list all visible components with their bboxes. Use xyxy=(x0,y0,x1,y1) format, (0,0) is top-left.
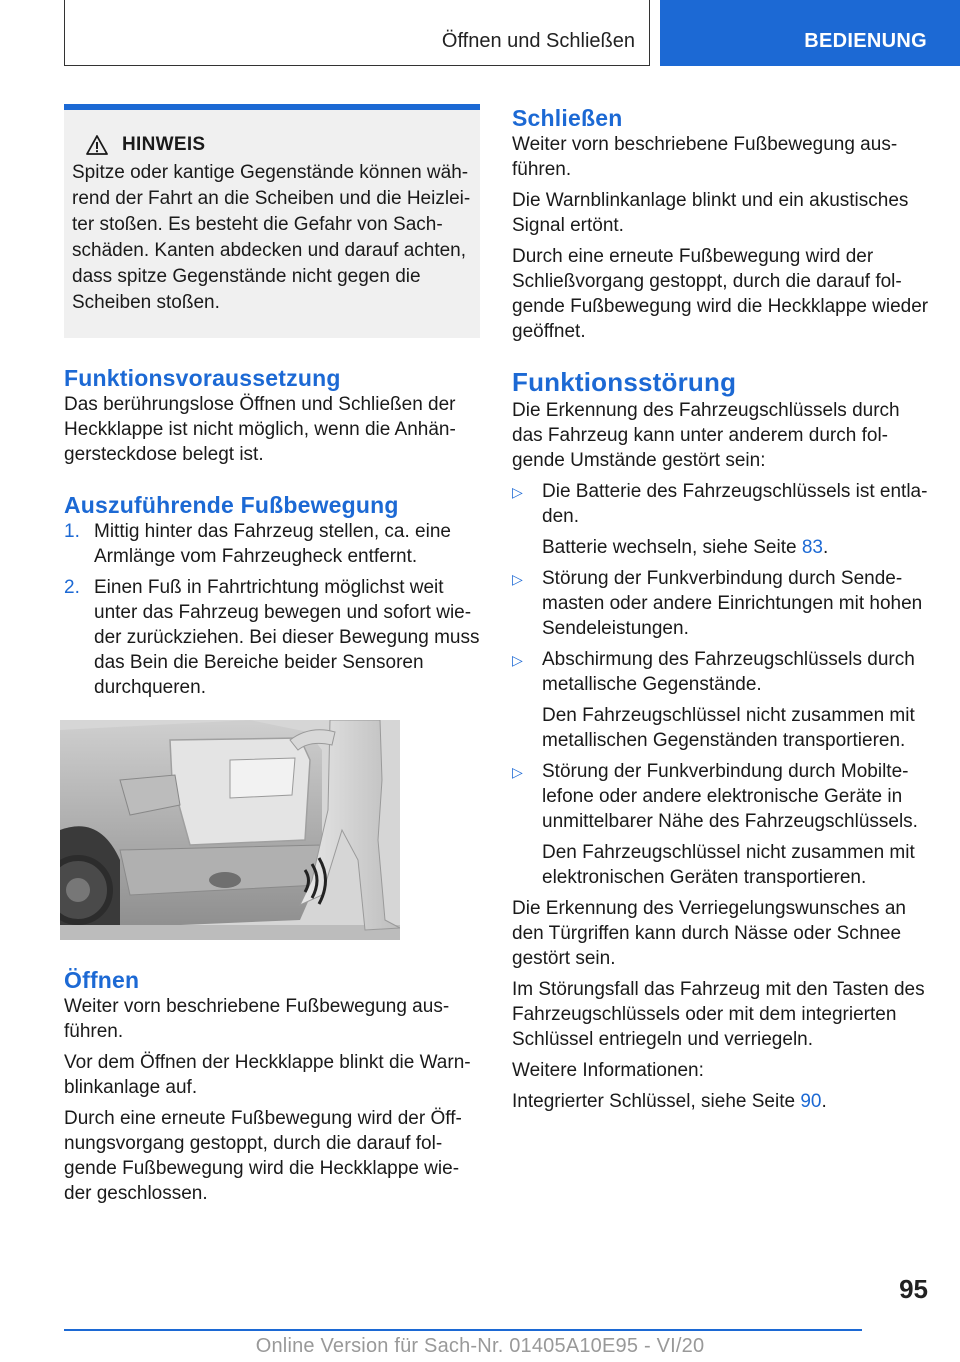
warning-title xyxy=(72,134,472,156)
oeffnen-text-3: Durch eine erneute Fußbewegung wird der Öffnungsvorgang gestoppt, durch die darauf folgende Fußbewegung wird die Heckklappe wieder geschlossen. xyxy=(64,1108,462,1204)
schliessen-text-3: Durch eine erneute Fußbewegung wird der Schließvorgang gestoppt, durch die darauf folgende Fußbewegung wird die Heckklappe wieder geöffnet. xyxy=(512,246,929,342)
list-item xyxy=(512,479,930,560)
list-item-subtext: Batterie wechseln, siehe Seite 83. xyxy=(542,537,829,558)
fussbewegung-steps xyxy=(64,519,480,700)
header-chapter-tab xyxy=(660,0,960,66)
list-item-subtext: Den Fahrzeugschlüssel nicht zusammen mit metallischen Gegenständen transportieren. xyxy=(542,705,915,751)
footer-version-text: Online Version für Sach-Nr. 01405A10E95 - VI/20 xyxy=(255,1335,705,1357)
list-item xyxy=(512,566,930,641)
schliessen-text-1: Weiter vorn beschriebene Fußbewegung ausführen. xyxy=(512,134,898,180)
oeffnen-text-1: Weiter vorn beschriebene Fußbewegung ausführen. xyxy=(64,996,450,1042)
oeffnen-text-2: Vor dem Öffnen der Heckklappe blinkt die Warnblinkanlage auf. xyxy=(64,1052,471,1098)
warning-title-text: HINWEIS xyxy=(122,134,206,155)
step-number: 2. xyxy=(64,577,80,598)
integrierter-schluessel-ref: Integrierter Schlüssel, siehe Seite 90. xyxy=(512,1091,827,1112)
list-item-text: Störung der Funkverbindung durch Sendemasten oder andere Einrichtungen mit hohen Sendeleistungen. xyxy=(542,568,923,639)
warning-text: Spitze oder kantige Gegenstände können während der Fahrt an die Scheiben und die Heizleiter stoßen. Es besteht die Gefahr von Sachschäden. Kanten abdecken und darauf achten, dass spitze Gegenstände nicht gegen die Scheiben stoßen. xyxy=(72,162,471,313)
bullet-triangle-icon: ▷ xyxy=(512,764,523,780)
footer-rule xyxy=(64,1329,862,1331)
step-item xyxy=(64,519,480,569)
step-text: Mittig hinter das Fahrzeug stellen, ca. eine Armlänge vom Fahrzeugheck entfernt. xyxy=(94,521,451,567)
foot-gesture-illustration xyxy=(60,720,400,940)
header-chapter-label: BEDIENUNG xyxy=(804,30,927,52)
header-section-title: Öffnen und Schließen xyxy=(441,30,635,52)
funktionsvoraussetzung-text: Das berührungslose Öffnen und Schließen der Heckklappe ist nicht möglich, wenn die Anhängersteckdose belegt ist. xyxy=(64,394,456,465)
bullet-triangle-icon: ▷ xyxy=(512,571,523,587)
schliessen-text-2: Die Warnblinkanlage blinkt und ein akustisches Signal ertönt. xyxy=(512,190,909,236)
stoerung-list xyxy=(512,479,930,890)
page-number: 95 xyxy=(899,1274,928,1304)
heading-oeffnen: Öffnen xyxy=(64,967,140,993)
bullet-triangle-icon: ▷ xyxy=(512,652,523,668)
weitere-info-label: Weitere Informationen: xyxy=(512,1060,704,1081)
step-text: Einen Fuß in Fahrtrichtung möglichst weit unter das Fahrzeug bewegen und sofort wieder zurückziehen. Bei dieser Bewegung muss das Bein die Bereiche beider Sensoren durchqueren. xyxy=(94,577,480,698)
step-item xyxy=(64,575,480,700)
warning-triangle-icon xyxy=(86,135,108,155)
left-column xyxy=(64,104,480,1212)
list-item xyxy=(512,647,930,753)
heading-fussbewegung: Auszuführende Fußbewegung xyxy=(64,492,399,518)
warning-box xyxy=(64,104,480,338)
list-item-subtext: Den Fahrzeugschlüssel nicht zusammen mit elektronischen Geräten transportieren. xyxy=(542,842,915,888)
right-column xyxy=(512,104,930,1120)
heading-schliessen: Schließen xyxy=(512,105,623,131)
list-item-text: Abschirmung des Fahrzeugschlüssels durch metallische Gegenstände. xyxy=(542,649,915,695)
stoerung-intro: Die Erkennung des Fahrzeugschlüssels durch das Fahrzeug kann unter anderem durch folgende Umstände gestört sein: xyxy=(512,400,900,471)
list-item-text: Störung der Funkverbindung durch Mobiltelefone oder andere elektronische Geräte in unmittelbarer Nähe des Fahrzeugschlüssels. xyxy=(542,761,918,832)
page-link-83[interactable]: 83 xyxy=(801,537,823,558)
verriegelung-text: Die Erkennung des Verriegelungswunsches an den Türgriffen kann durch Nässe oder Schnee gestört sein. xyxy=(512,898,906,969)
bullet-triangle-icon: ▷ xyxy=(512,484,523,500)
stoerungsfall-text: Im Störungsfall das Fahrzeug mit den Tasten des Fahrzeugschlüssels oder mit dem integrierten Schlüssel entriegeln und verriegeln. xyxy=(512,979,925,1050)
list-item-text: Die Batterie des Fahrzeugschlüssels ist entladen. xyxy=(542,481,928,527)
page-link-90[interactable]: 90 xyxy=(800,1091,822,1112)
list-item xyxy=(512,759,930,890)
step-number: 1. xyxy=(64,521,80,542)
heading-funktionsvoraussetzung: Funktionsvoraussetzung xyxy=(64,365,341,391)
header-section-box xyxy=(64,0,650,66)
heading-funktionsstoerung: Funktionsstörung xyxy=(512,367,737,397)
